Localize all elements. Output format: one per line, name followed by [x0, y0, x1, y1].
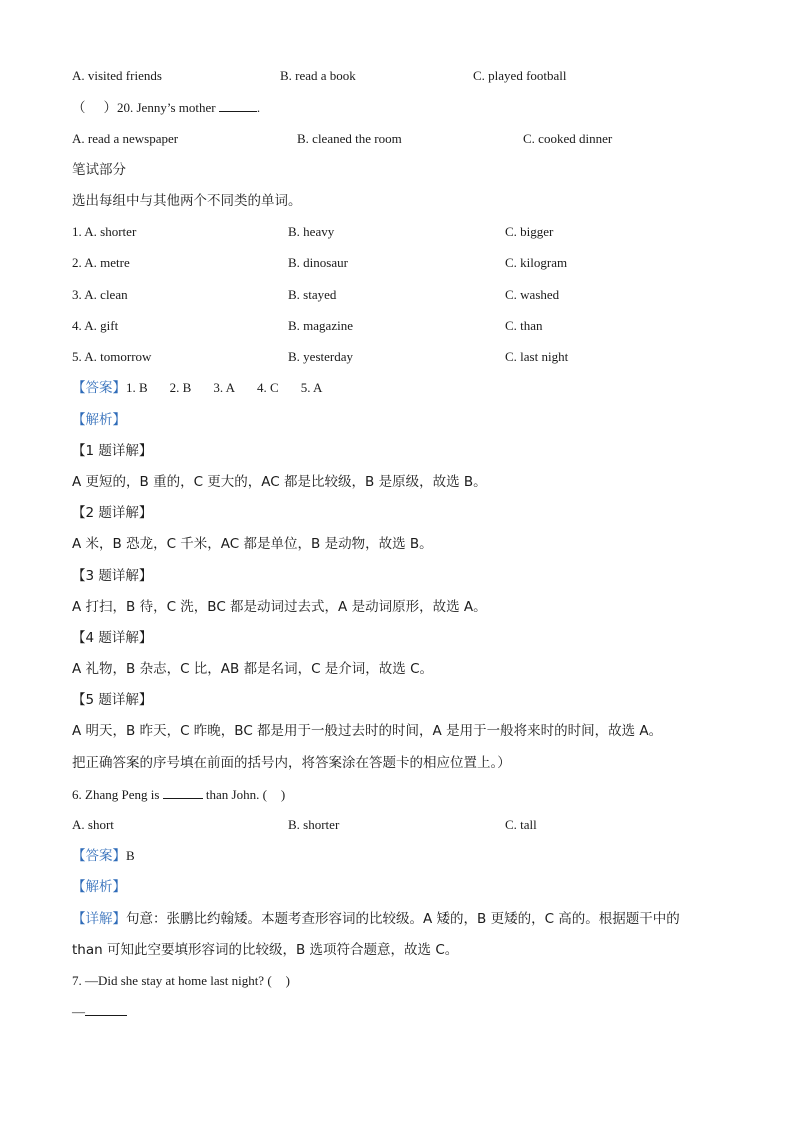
- q7-stem-text: 7. —Did she stay at home last night? (: [72, 973, 272, 988]
- q6-detail-text: 句意：张鹏比约翰矮。本题考查形容词的比较级。A 矮的，B 更矮的，C 高的。根据题干中的 than 可知此空要填形容词的比较级，B 选项符合题意，故选 C。: [72, 911, 680, 958]
- group-4-option-a: 4. A. gift: [72, 318, 119, 333]
- group-4-option-b: B. magazine: [288, 318, 353, 333]
- q20-option-c: C. cooked dinner: [523, 131, 613, 146]
- group-2-option-a: 2. A. metre: [72, 255, 130, 270]
- q6-blank: [163, 786, 203, 799]
- q7-response-line: [72, 1003, 127, 1021]
- q19-option-c: C. played football: [473, 68, 567, 83]
- q19-option-b: B. read a book: [280, 68, 356, 83]
- answer-4: 4. C: [257, 380, 279, 395]
- group-2-option-b: B. dinosaur: [288, 255, 348, 270]
- detail-2-text: A 米，B 恐龙，C 千米，AC 都是单位，B 是动物，故选 B。: [72, 536, 433, 552]
- section-instruction: 选出每组中与其他两个不同类的单词。: [72, 193, 302, 209]
- detail-2-label: 【2 题详解】: [72, 505, 153, 521]
- q6-answer-value: B: [126, 848, 135, 863]
- answer-5: 5. A: [300, 380, 323, 395]
- q7-blank: [85, 1003, 127, 1016]
- detail-1-label: 【1 题详解】: [72, 443, 153, 459]
- q6-answer-label: 【答案】: [72, 848, 126, 864]
- q6-option-b: B. shorter: [288, 817, 340, 832]
- q20-stem: [72, 99, 260, 117]
- detail-3-label: 【3 题详解】: [72, 568, 153, 584]
- q20-blank: [219, 99, 257, 112]
- answer-3: 3. A: [213, 380, 236, 395]
- fill-instruction: 把正确答案的序号填在前面的括号内，将答案涂在答题卡的相应位置上。）: [72, 755, 511, 771]
- group-3-option-b: B. stayed: [288, 287, 337, 302]
- q20-paren-close: ）: [103, 100, 117, 116]
- section-title: 笔试部分: [72, 162, 126, 178]
- q6-stem: [72, 786, 285, 804]
- q6-option-c: C. tall: [505, 817, 537, 832]
- q6-analysis-label: 【解析】: [72, 879, 126, 895]
- q20-option-b: B. cleaned the room: [297, 131, 402, 146]
- group-4-option-c: C. than: [505, 318, 543, 333]
- group-1-option-a: 1. A. shorter: [72, 224, 137, 239]
- answer-label: 【答案】: [72, 380, 126, 396]
- detail-5-label: 【5 题详解】: [72, 692, 153, 708]
- answer-2: 2. B: [169, 380, 192, 395]
- group-3-option-c: C. washed: [505, 287, 560, 302]
- group-5-option-c: C. last night: [505, 349, 569, 364]
- q7-stem: [72, 972, 290, 990]
- group-2-option-c: C. kilogram: [505, 255, 568, 270]
- detail-4-text: A 礼物，B 杂志，C 比，AB 都是名词，C 是介词，故选 C。: [72, 661, 434, 677]
- group-5-option-a: 5. A. tomorrow: [72, 349, 152, 364]
- answer-1: 1. B: [126, 380, 148, 395]
- q7-dash: —: [72, 1004, 85, 1019]
- group-3-option-a: 3. A. clean: [72, 287, 128, 302]
- q6-stem-end: ): [280, 787, 286, 802]
- q7-stem-end: ): [285, 973, 291, 988]
- detail-5-text: A 明天，B 昨天，C 昨晚，BC 都是用于一般过去时的时间，A 是用于一般将来时的时间，故选 A。: [72, 723, 663, 739]
- q6-answer: [72, 847, 135, 865]
- q6-stem-after: than John. (: [205, 787, 267, 802]
- q20-stem-text: 20. Jenny’s mother: [117, 100, 216, 115]
- detail-3-text: A 打扫，B 待，C 洗，BC 都是动词过去式，A 是动词原形，故选 A。: [72, 599, 487, 615]
- q6-detail: [72, 904, 712, 966]
- detail-4-label: 【4 题详解】: [72, 630, 153, 646]
- q6-option-a: A. short: [72, 817, 114, 832]
- q19-option-a: A. visited friends: [72, 68, 162, 83]
- group-1-option-b: B. heavy: [288, 224, 335, 239]
- group-1-option-c: C. bigger: [505, 224, 554, 239]
- detail-1-text: A 更短的，B 重的，C 更大的，AC 都是比较级，B 是原级，故选 B。: [72, 474, 487, 490]
- group-5-option-b: B. yesterday: [288, 349, 353, 364]
- q20-option-a: A. read a newspaper: [72, 131, 179, 146]
- q20-stem-end: .: [256, 100, 261, 115]
- analysis-label: 【解析】: [72, 412, 126, 428]
- q6-stem-text: 6. Zhang Peng is: [72, 787, 160, 802]
- answers-1-5: [72, 379, 344, 397]
- q20-paren-open: （: [72, 100, 86, 116]
- q6-detail-label: 【详解】: [72, 911, 126, 927]
